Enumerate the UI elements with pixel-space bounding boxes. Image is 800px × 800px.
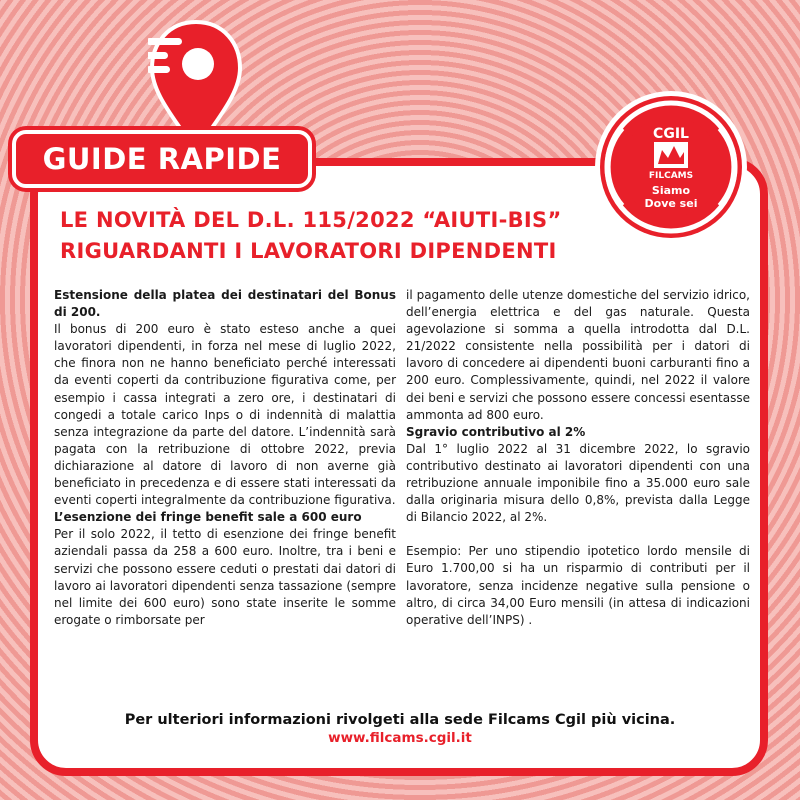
- section-body-bonus: Il bonus di 200 euro è stato esteso anche a quei lavoratori dipendenti, in forza nel mese di luglio 2022, che finora non ne hanno beneficiato perché interessati da eventi coperti da contribuzione figurativa come, per esempio i cassa integrati a zero ore, i destinatari di congedi a totale carico Inps o di indennità di malattia senza integrazione da parte del datore. L’indennità sarà pagata con la retribuzione di ottobre 2022, previa dichiarazione al datore di lavoro di non averne già beneficiato in precedenza e di essere stati interessati da eventi coperti integralmente da contribuzione figurativa.: [54, 322, 396, 508]
- section-body-continuation: il pagamento delle utenze domestiche del servizio idrico, dell’energia elettrica e del gas naturale. Questa agevolazione si somma a quella introdotta dal D.L. 21/2022 consistente nella possibilità per i datori di lavoro di concedere ai dipendenti buoni carburanti fino a 200 euro. Complessivamente, quindi, nel 2022 il valore dei beni e servizi che possono essere concessi esentasse ammonta ad 800 euro.: [406, 288, 750, 422]
- section-heading-fringe-benefit: L’esenzione dei fringe benefit sale a 600 euro: [54, 510, 362, 525]
- guide-badge-label: GUIDE RAPIDE: [42, 142, 282, 176]
- guide-badge: [12, 130, 312, 188]
- section-body-example: Esempio: Per uno stipendio ipotetico lordo mensile di Euro 1.700,00 si ha un risparmio di contributi per il lavoratore, senza incidenze negative sulla pensione o altro, di circa 34,00 Euro mensili (in attesa di indicazioni operative dell’INPS) .: [406, 544, 750, 627]
- logo-brand-bottom: FILCAMS: [648, 171, 694, 181]
- page-title: [60, 205, 750, 267]
- section-heading-bonus: Estensione della platea dei destinatari del Bonus di 200.: [54, 288, 396, 320]
- footer-url-link[interactable]: www.filcams.cgil.it: [328, 730, 472, 746]
- right-column: [406, 287, 750, 629]
- left-column: [54, 287, 396, 629]
- section-body-sgravio: Dal 1° luglio 2022 al 31 dicembre 2022, lo sgravio contributivo destinato ai lavoratori dipendenti con una retribuzione annuale imponibile fino a 35.000 euro sale dalla originaria misura dello 0,8%, prevista dalla Legge di Bilancio 2022, al 2%.: [406, 441, 750, 525]
- logo-slogan-line2: Dove sei: [644, 197, 698, 210]
- paragraph-spacer: [406, 526, 750, 543]
- logo-brand-top: CGIL: [653, 126, 689, 142]
- section-heading-sgravio: Sgravio contributivo al 2%: [406, 424, 586, 439]
- title-line-1: LE NOVITÀ DEL D.L. 115/2022 “AIUTI-BIS”: [60, 208, 562, 232]
- section-body-fringe-benefit: Per il solo 2022, il tetto di esenzione dei fringe benefit aziendali passa da 258 a 600 euro. Inoltre, tra i beni e servizi che possono essere ceduti o prestati dai datori di lavoro ai lavoratori dipendenti senza tassazione (sempre nel limite dei 600 euro) sono state inserite le somme erogate o rimborsate per: [54, 527, 396, 627]
- logo-slogan-line1: Siamo: [651, 184, 691, 197]
- title-line-2: RIGUARDANTI I LAVORATORI DIPENDENTI: [60, 239, 557, 263]
- footer-info: Per ulteriori informazioni rivolgeti alla sede Filcams Cgil più vicina.: [124, 712, 676, 728]
